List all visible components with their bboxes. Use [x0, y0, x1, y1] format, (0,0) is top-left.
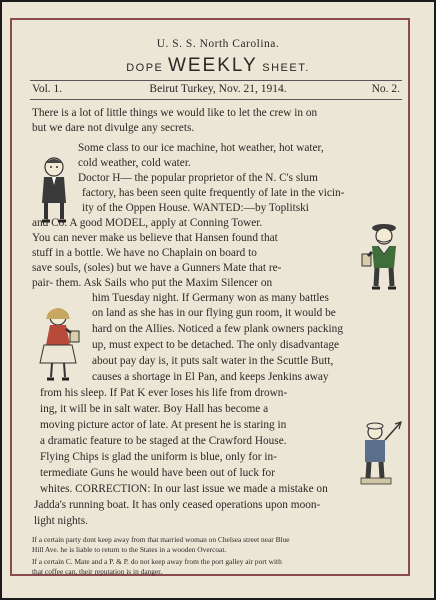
footnote-line: If a certain party dont keep away from that married woman on Chelsea street near Blue: [32, 535, 290, 544]
girl-with-mug-icon: [36, 305, 82, 385]
place-date: Beirut Turkey, Nov. 21, 1914.: [149, 83, 287, 95]
body-line: Some class to our ice machine, hot weather, hot water,: [78, 142, 324, 154]
header-rule-bottom: [30, 99, 402, 100]
masthead-dope: DOPE: [126, 62, 164, 74]
footnote-line: that coffee can, their reputation is in danger.: [32, 567, 163, 576]
sailor-with-drink-icon: [360, 220, 406, 292]
body-line: There is a lot of little things we would like to let the crew in on: [32, 107, 318, 119]
body-line: moving picture actor of late. At present he is staring in: [40, 419, 287, 431]
body-line: pair- them. Ask Sails who put the Maxim Silencer on: [32, 277, 273, 289]
body-line: stuff in a bottle. We have no Chaplain on board to: [32, 247, 257, 259]
body-line: light nights.: [34, 515, 88, 527]
body-line: from his sleep. If Pat K ever loses his life from drown-: [40, 387, 288, 399]
body-line: ing, it will be in salt water. Boy Hall has become a: [40, 403, 269, 415]
body-line: a dramatic feature to be staged at the Crawford House.: [40, 435, 287, 447]
volume-label: Vol. 1.: [32, 83, 63, 95]
body-line: Jadda's running boat. It has only ceased operations upon moon-: [34, 499, 321, 511]
body-line: up, must expect to be detached. The only disadvantage: [92, 339, 339, 351]
body-line: You can never make us believe that Hansen found that: [32, 232, 278, 244]
body-line: Flying Chips is glad the uniform is blue, only for in-: [40, 451, 277, 463]
masthead-sheet: SHEET.: [262, 62, 310, 74]
body-line: causes a shortage in El Pan, and keeps Jenkins away: [92, 371, 329, 383]
body-line: and Co. A good MODEL, apply at Conning Tower.: [32, 217, 263, 229]
body-line: cold weather, cold water.: [78, 157, 191, 169]
body-line: ity of the Oppen House. WANTED:—by Toplitski: [82, 202, 309, 214]
body-line: factory, has been seen quite frequently of late in the vicin-: [82, 187, 345, 199]
body-line: about pay day is, it puts salt water in the Scuttle Butt,: [92, 355, 334, 367]
body-line: whites. CORRECTION: In our last issue we made a mistake on: [40, 483, 328, 495]
issue-number: No. 2.: [371, 83, 400, 95]
man-in-suit-icon: [34, 155, 74, 225]
body-line: termediate Guns he would have been out of luck for: [40, 467, 275, 479]
header-rule-top: [30, 80, 402, 81]
body-line: on land as she has in our flying gun room, it would be: [92, 307, 336, 319]
footnote-line: If a certain C. Mate and a P. & P. do not keep away from the port galley air port with: [32, 557, 282, 566]
footnote-line: Hill Ave. he is liable to return to the States in a wooden Overcoat.: [32, 545, 227, 554]
sailor-signaling-icon: [355, 418, 403, 488]
body-line: him Tuesday night. If Germany won as many battles: [92, 292, 329, 304]
body-line: hard on the Allies. Noticed a few plank owners packing: [92, 323, 343, 335]
masthead-weekly: WEEKLY: [167, 55, 258, 76]
body-line: Doctor H— the popular proprietor of the N. C's slum: [78, 172, 318, 184]
ship-title: U. S. S. North Carolina.: [156, 38, 280, 50]
masthead: [0, 55, 436, 77]
body-line: but we dare not divulge any secrets.: [32, 122, 195, 134]
body-line: save souls, (soles) but we have a Gunners Mate that re-: [32, 262, 282, 274]
